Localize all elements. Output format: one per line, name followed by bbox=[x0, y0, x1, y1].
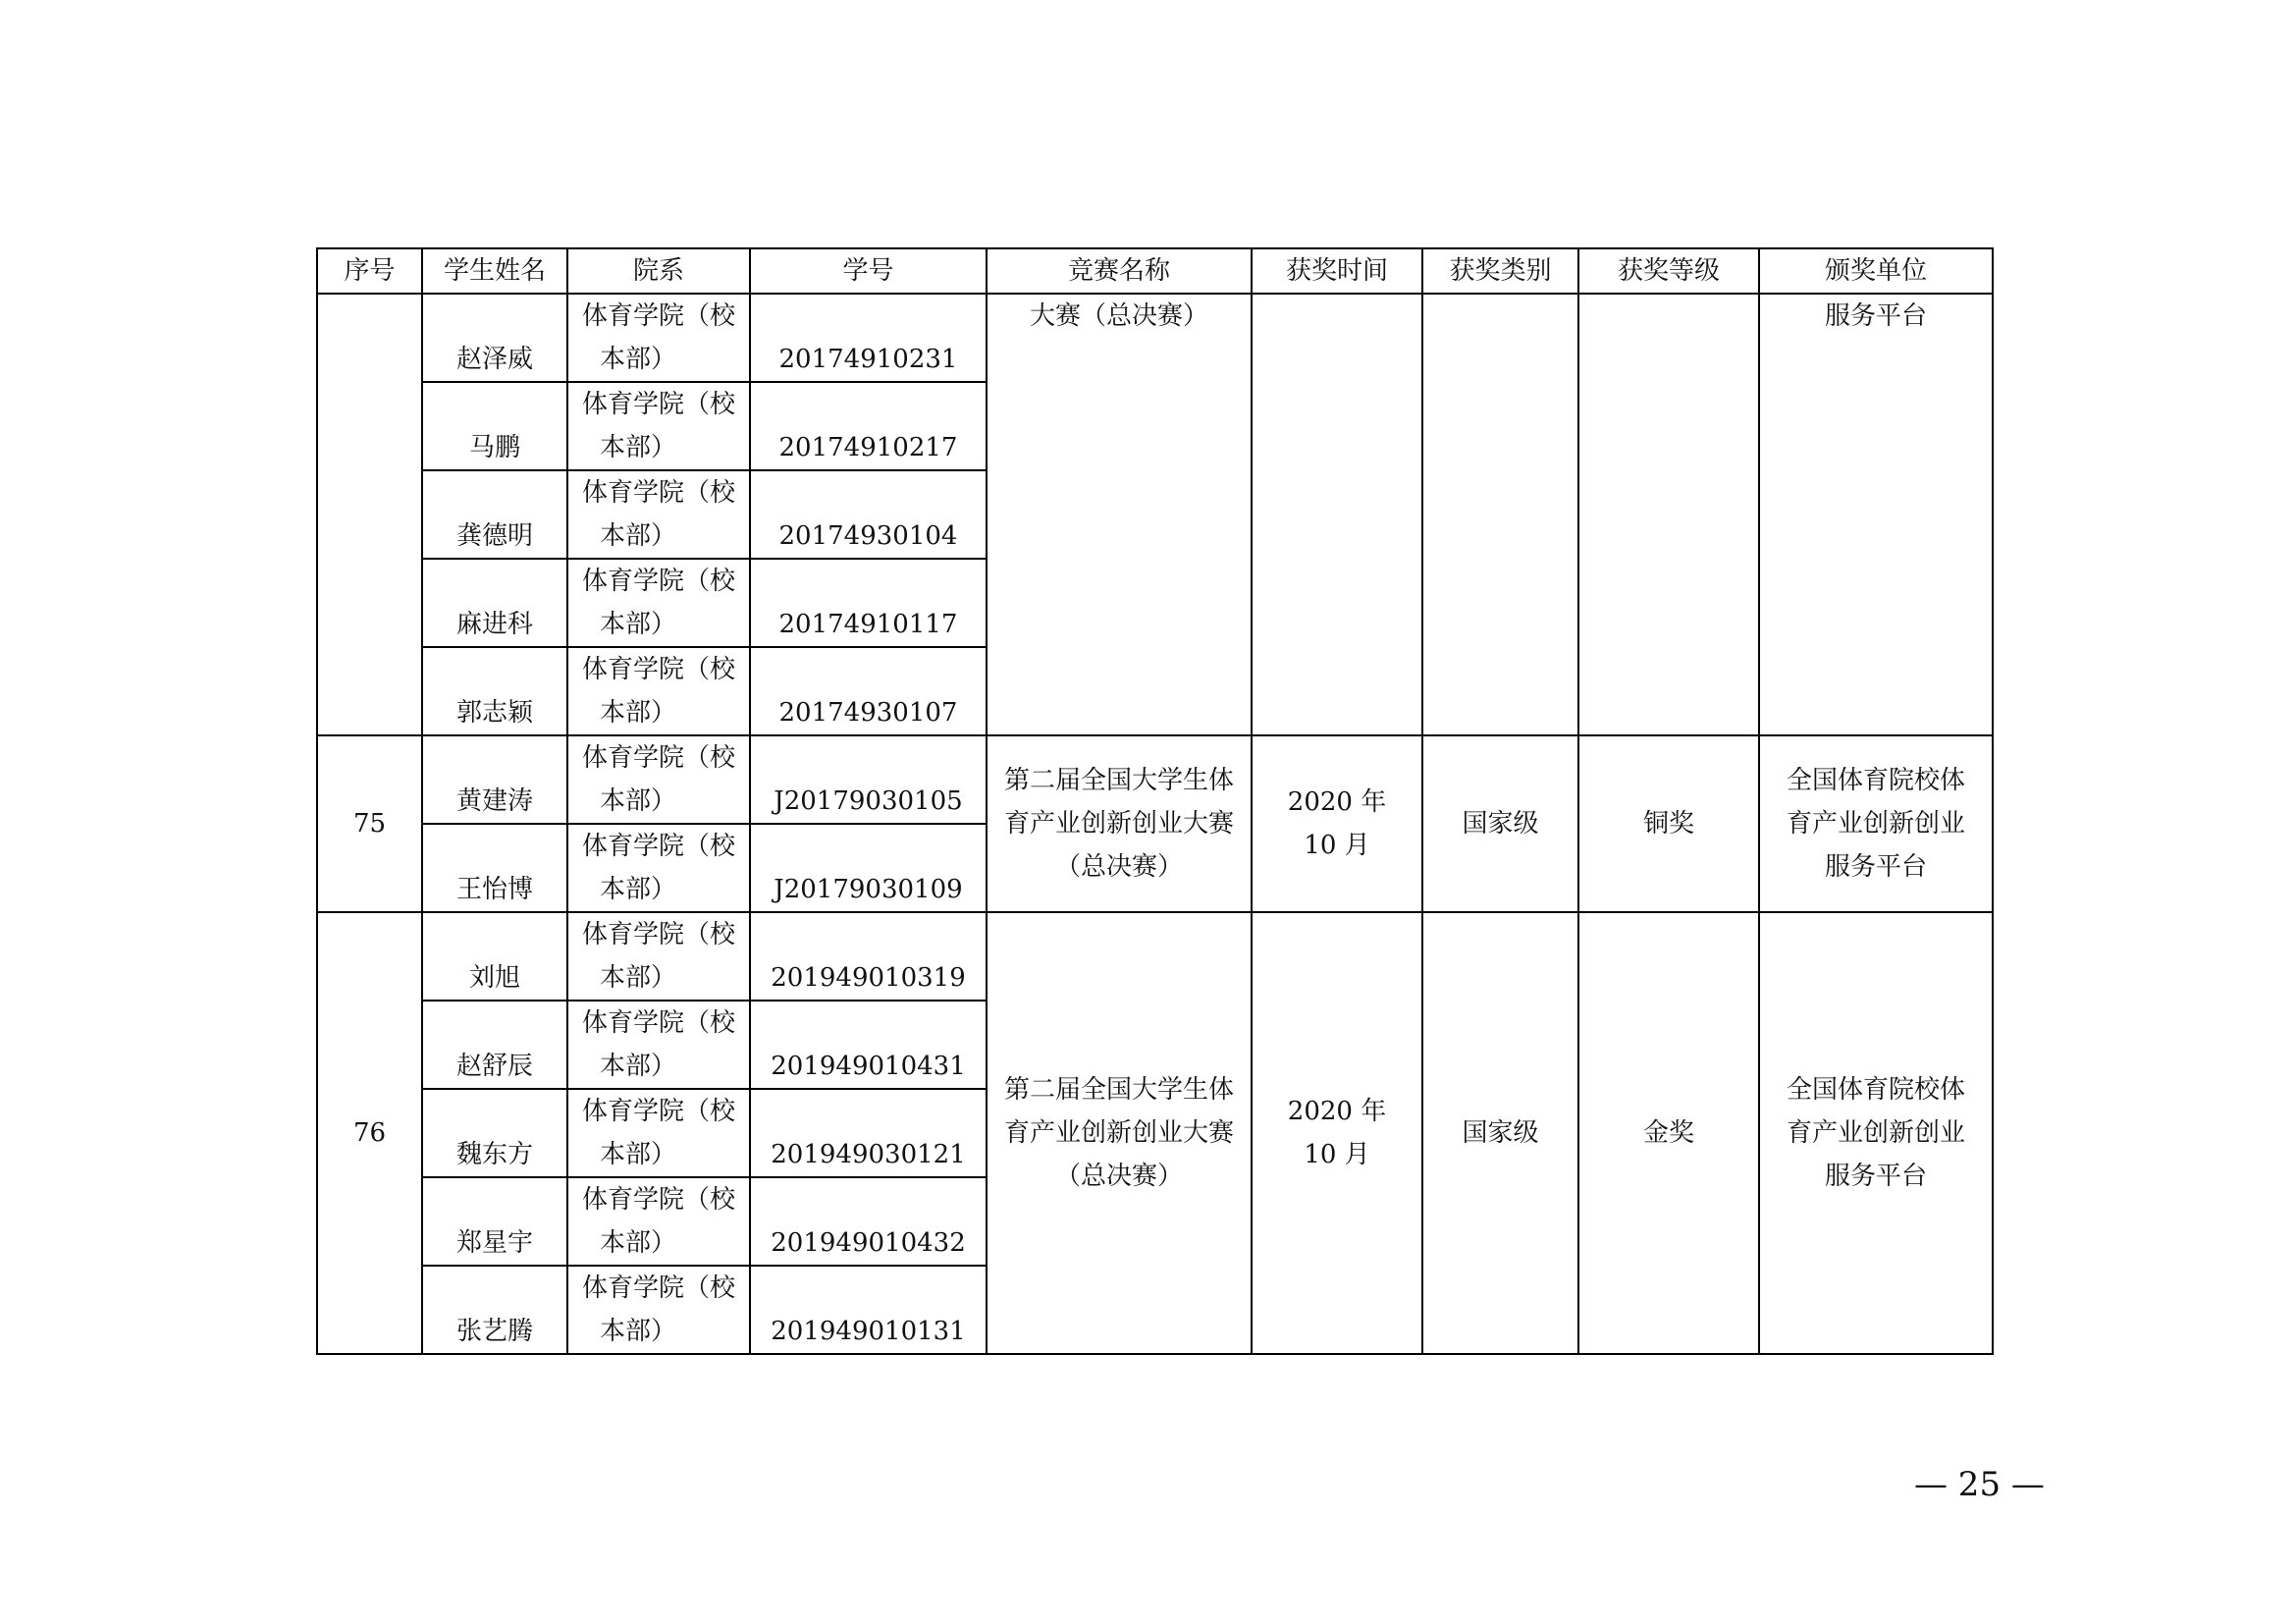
student-name: 王怡博 bbox=[422, 824, 567, 912]
header-competition: 竞赛名称 bbox=[987, 248, 1252, 294]
student-name: 赵舒辰 bbox=[422, 1001, 567, 1089]
department-cell bbox=[567, 824, 750, 912]
table-header-row bbox=[317, 248, 1993, 294]
student-name: 龚德明 bbox=[422, 470, 567, 559]
department-cell bbox=[567, 1001, 750, 1089]
student-name: 马鹏 bbox=[422, 382, 567, 470]
student-id: J20179030105 bbox=[750, 735, 987, 824]
issuer-name: 全国体育院校体育产业创新创业服务平台 bbox=[1786, 766, 1965, 882]
award-date: 2020 年 10 月 bbox=[1287, 787, 1387, 860]
seq-cell bbox=[317, 294, 422, 735]
student-id: 20174910231 bbox=[750, 294, 987, 382]
student-id: 201949010432 bbox=[750, 1177, 987, 1266]
student-id: 20174910117 bbox=[750, 559, 987, 647]
department-line-1: 体育学院（校 bbox=[582, 655, 736, 684]
department-cell bbox=[567, 559, 750, 647]
student-id: 201949030121 bbox=[750, 1089, 987, 1177]
award-level: 金奖 bbox=[1578, 912, 1759, 1354]
department-line-2: 本部） bbox=[600, 698, 677, 728]
department-line-1: 体育学院（校 bbox=[582, 832, 736, 861]
student-id: 201949010319 bbox=[750, 912, 987, 1001]
department-line-2: 本部） bbox=[600, 1140, 677, 1169]
department-line-2: 本部） bbox=[600, 433, 677, 462]
header-award-date: 获奖时间 bbox=[1252, 248, 1422, 294]
header-seq: 序号 bbox=[317, 248, 422, 294]
award-category bbox=[1422, 294, 1578, 735]
student-id: J20179030109 bbox=[750, 824, 987, 912]
issuer-name: 服务平台 bbox=[1824, 301, 1927, 331]
department-line-1: 体育学院（校 bbox=[582, 1185, 736, 1215]
award-date-cell bbox=[1252, 912, 1422, 1354]
department-cell bbox=[567, 1266, 750, 1354]
issuer-name: 全国体育院校体育产业创新创业服务平台 bbox=[1786, 1075, 1965, 1191]
department-line-2: 本部） bbox=[600, 875, 677, 904]
student-name: 麻进科 bbox=[422, 559, 567, 647]
competition-name: 第二届全国大学生体育产业创新创业大赛（总决赛） bbox=[1003, 1075, 1234, 1191]
table-row bbox=[317, 294, 1993, 382]
department-line-2: 本部） bbox=[600, 1052, 677, 1081]
table-row bbox=[317, 735, 1993, 824]
header-award-level: 获奖等级 bbox=[1578, 248, 1759, 294]
award-category: 国家级 bbox=[1422, 912, 1578, 1354]
page-number: — 25 — bbox=[1914, 1465, 2045, 1504]
header-issuer: 颁奖单位 bbox=[1759, 248, 1993, 294]
department-line-1: 体育学院（校 bbox=[582, 920, 736, 949]
department-line-1: 体育学院（校 bbox=[582, 1273, 736, 1303]
header-department: 院系 bbox=[567, 248, 750, 294]
student-id: 201949010131 bbox=[750, 1266, 987, 1354]
department-line-1: 体育学院（校 bbox=[582, 567, 736, 596]
issuer-cell bbox=[1759, 735, 1993, 912]
department-cell bbox=[567, 735, 750, 824]
department-cell bbox=[567, 1177, 750, 1266]
student-name: 赵泽威 bbox=[422, 294, 567, 382]
department-line-2: 本部） bbox=[600, 1317, 677, 1346]
department-line-2: 本部） bbox=[600, 1228, 677, 1258]
award-category: 国家级 bbox=[1422, 735, 1578, 912]
header-award-category: 获奖类别 bbox=[1422, 248, 1578, 294]
award-table bbox=[316, 247, 1994, 1355]
student-id: 20174930107 bbox=[750, 647, 987, 735]
department-cell bbox=[567, 470, 750, 559]
department-cell bbox=[567, 647, 750, 735]
department-line-1: 体育学院（校 bbox=[582, 301, 736, 331]
award-level: 铜奖 bbox=[1578, 735, 1759, 912]
department-line-2: 本部） bbox=[600, 963, 677, 993]
department-line-1: 体育学院（校 bbox=[582, 1097, 736, 1126]
department-cell bbox=[567, 382, 750, 470]
student-id: 201949010431 bbox=[750, 1001, 987, 1089]
table-row bbox=[317, 912, 1993, 1001]
department-line-2: 本部） bbox=[600, 345, 677, 374]
department-line-2: 本部） bbox=[600, 610, 677, 639]
student-name: 郑星宇 bbox=[422, 1177, 567, 1266]
student-name: 张艺腾 bbox=[422, 1266, 567, 1354]
competition-cell bbox=[987, 735, 1252, 912]
student-name: 刘旭 bbox=[422, 912, 567, 1001]
issuer-cell bbox=[1759, 294, 1993, 735]
competition-cell bbox=[987, 294, 1252, 735]
header-student-id: 学号 bbox=[750, 248, 987, 294]
seq-cell: 76 bbox=[317, 912, 422, 1354]
award-date bbox=[1252, 294, 1422, 735]
department-line-1: 体育学院（校 bbox=[582, 478, 736, 508]
department-line-2: 本部） bbox=[600, 521, 677, 551]
competition-cell bbox=[987, 912, 1252, 1354]
award-level bbox=[1578, 294, 1759, 735]
competition-name: 大赛（总决赛） bbox=[1029, 301, 1208, 331]
student-name: 魏东方 bbox=[422, 1089, 567, 1177]
department-cell bbox=[567, 294, 750, 382]
department-line-1: 体育学院（校 bbox=[582, 390, 736, 419]
department-line-2: 本部） bbox=[600, 786, 677, 816]
student-id: 20174910217 bbox=[750, 382, 987, 470]
issuer-cell bbox=[1759, 912, 1993, 1354]
header-student-name: 学生姓名 bbox=[422, 248, 567, 294]
department-cell bbox=[567, 912, 750, 1001]
student-name: 黄建涛 bbox=[422, 735, 567, 824]
student-id: 20174930104 bbox=[750, 470, 987, 559]
seq-cell: 75 bbox=[317, 735, 422, 912]
department-line-1: 体育学院（校 bbox=[582, 743, 736, 773]
department-line-1: 体育学院（校 bbox=[582, 1008, 736, 1038]
award-date-cell bbox=[1252, 735, 1422, 912]
award-date: 2020 年 10 月 bbox=[1287, 1097, 1387, 1169]
student-name: 郭志颖 bbox=[422, 647, 567, 735]
competition-name: 第二届全国大学生体育产业创新创业大赛（总决赛） bbox=[1003, 766, 1234, 882]
department-cell bbox=[567, 1089, 750, 1177]
